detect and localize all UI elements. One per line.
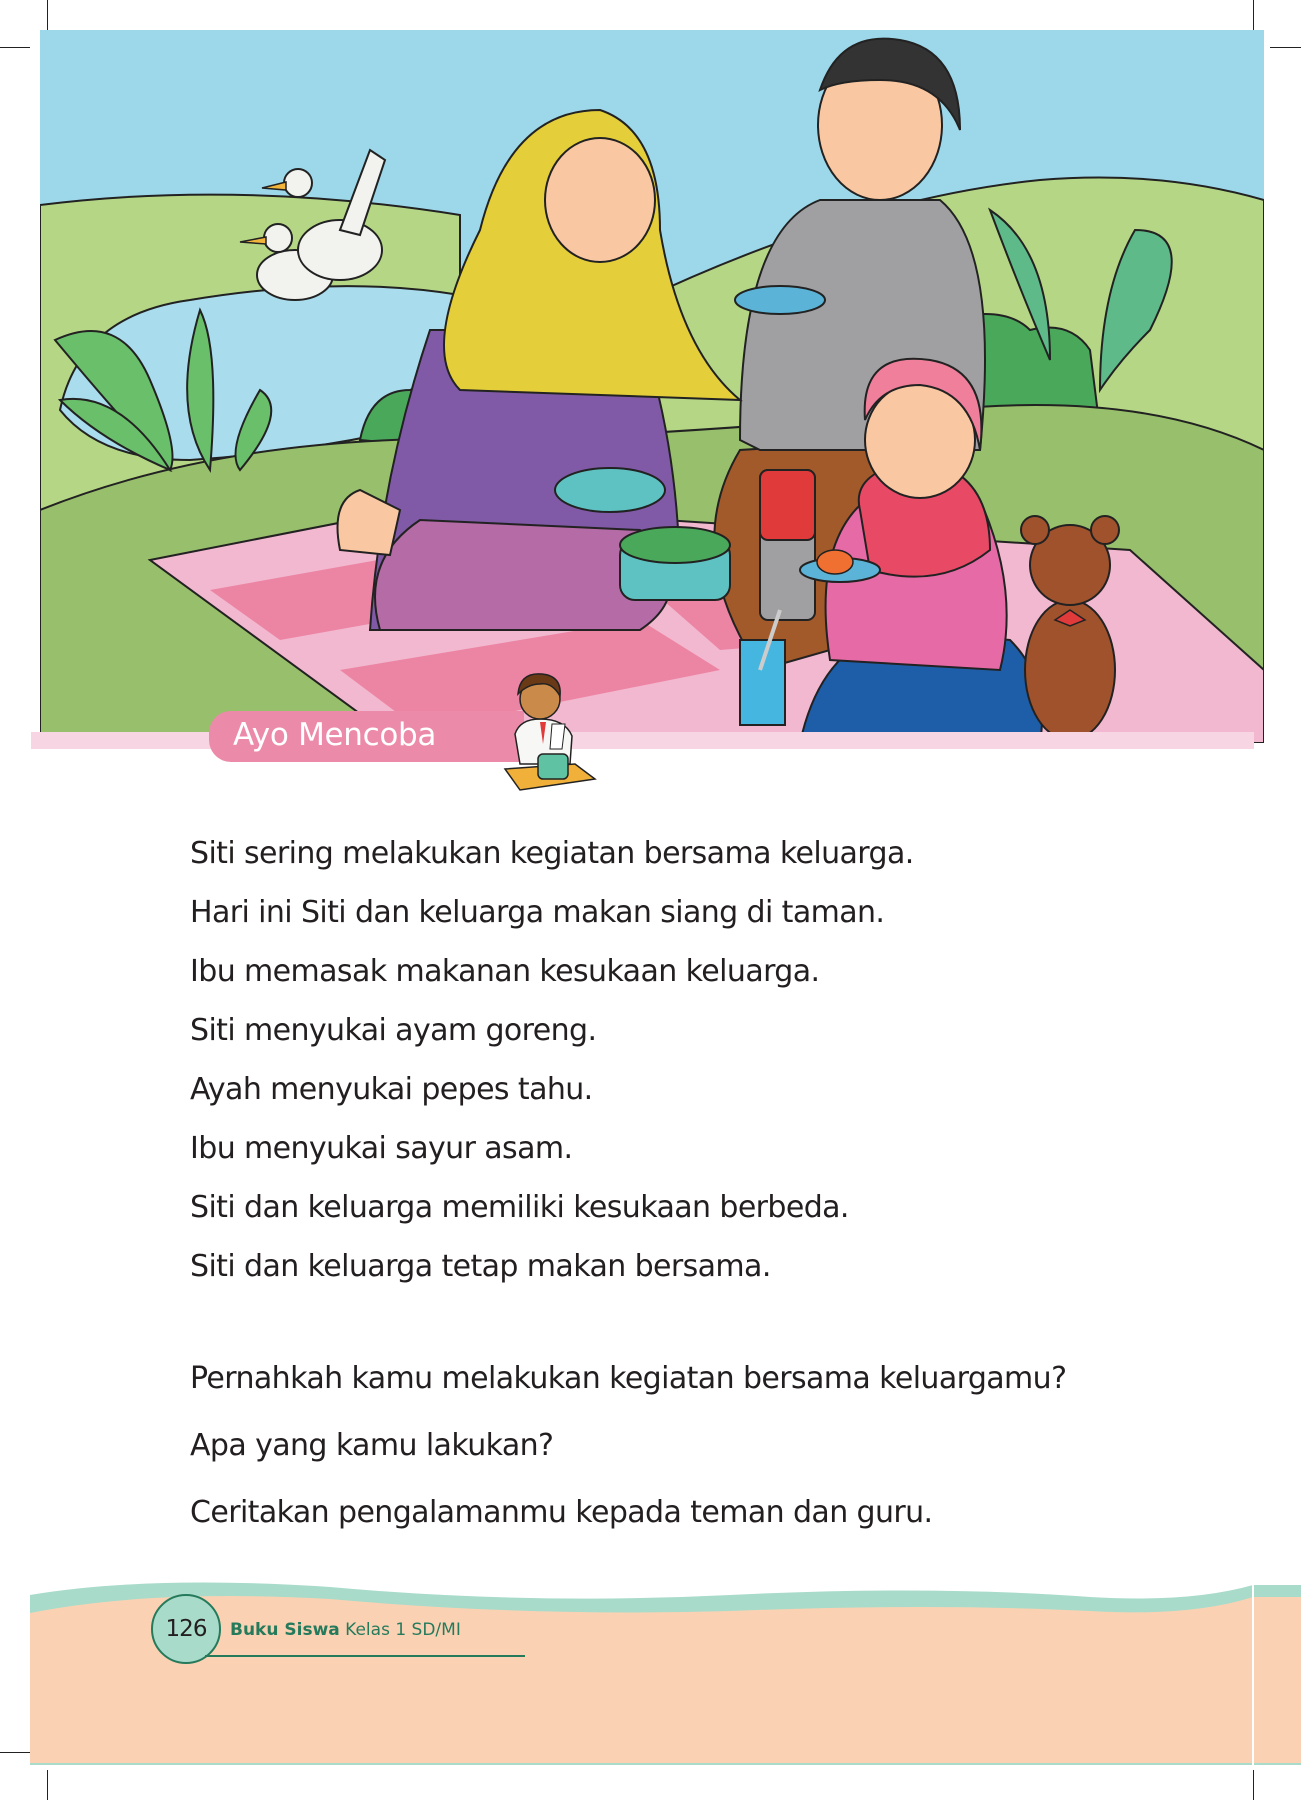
story-line: Hari ini Siti dan keluarga makan siang di taman. bbox=[190, 895, 885, 930]
story-line: Ibu menyukai sayur asam. bbox=[190, 1131, 573, 1166]
crop-mark bbox=[1253, 0, 1254, 30]
footer-underline bbox=[205, 1655, 525, 1657]
crop-mark bbox=[47, 1770, 48, 1800]
crop-mark bbox=[1270, 47, 1301, 48]
page-number: 126 bbox=[165, 1616, 207, 1642]
book-subtitle: Kelas 1 SD/MI bbox=[345, 1620, 461, 1640]
discussion-questions bbox=[190, 1353, 1070, 1554]
question-line: Pernahkah kamu melakukan kegiatan bersama keluargamu? bbox=[190, 1361, 1067, 1396]
crop-mark bbox=[47, 0, 48, 30]
book-title-bold: Buku Siswa bbox=[230, 1620, 340, 1640]
picnic-illustration bbox=[40, 30, 1264, 743]
section-header bbox=[209, 711, 524, 762]
book-title bbox=[230, 1620, 461, 1640]
crop-mark bbox=[0, 47, 30, 48]
story-line: Ibu memasak makanan kesukaan keluarga. bbox=[190, 954, 820, 989]
story-text bbox=[190, 832, 1190, 1304]
story-line: Siti menyukai ayam goreng. bbox=[190, 1013, 597, 1048]
boy-experiment-icon bbox=[490, 664, 600, 794]
crop-mark bbox=[1253, 1770, 1254, 1800]
crop-mark bbox=[0, 1752, 30, 1753]
page-number-badge bbox=[151, 1594, 221, 1664]
section-header-label: Ayo Mencoba bbox=[233, 717, 437, 753]
question-line: Ceritakan pengalamanmu kepada teman dan guru. bbox=[190, 1495, 933, 1530]
footer-band bbox=[30, 1575, 1301, 1765]
story-line: Siti dan keluarga memiliki kesukaan berbeda. bbox=[190, 1190, 849, 1225]
story-line: Siti dan keluarga tetap makan bersama. bbox=[190, 1249, 771, 1284]
question-line: Apa yang kamu lakukan? bbox=[190, 1428, 554, 1463]
story-line: Ayah menyukai pepes tahu. bbox=[190, 1072, 593, 1107]
story-line: Siti sering melakukan kegiatan bersama keluarga. bbox=[190, 836, 914, 871]
